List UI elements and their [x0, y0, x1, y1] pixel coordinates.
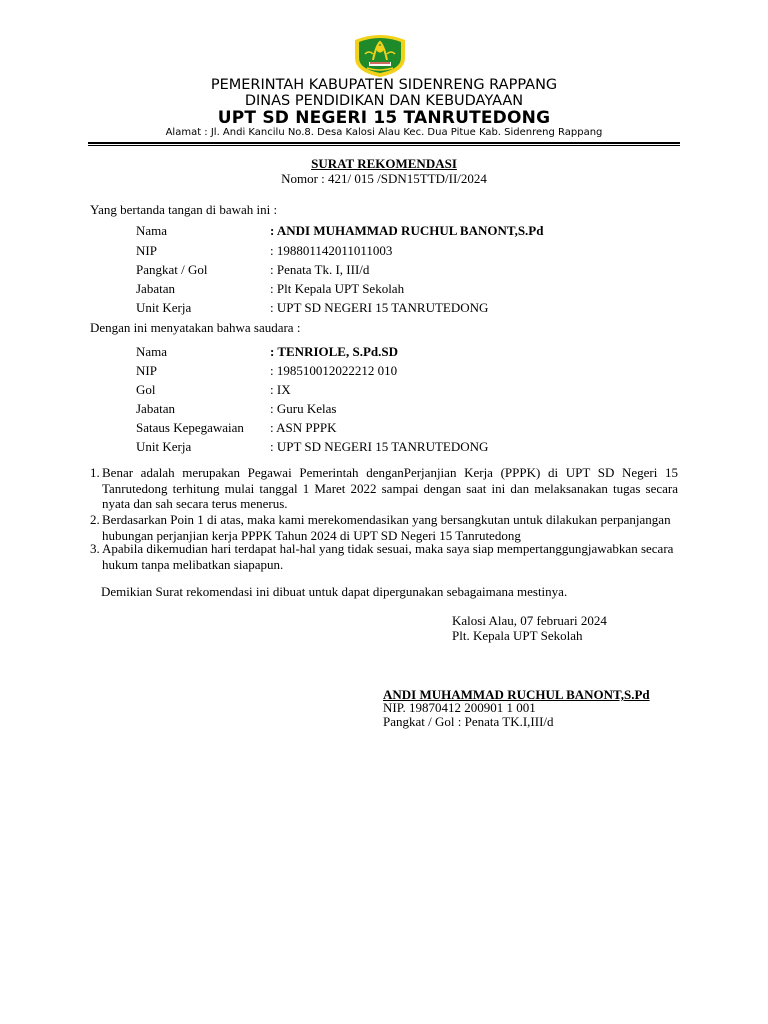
- signatory-title: Plt. Kepala UPT Sekolah: [452, 628, 583, 643]
- signatory-unit-value: : UPT SD NEGERI 15 TANRUTEDONG: [270, 300, 489, 315]
- kop-address: Alamat : Jl. Andi Kancilu No.8. Desa Kalosi Alau Kec. Dua Pitue Kab. Sidenreng Rappang: [165, 127, 603, 138]
- signatory-pangkat-value: : Penata Tk. I, III/d: [270, 262, 370, 277]
- point-text: Berdasarkan Poin 1 di atas, maka kami merekomendasikan yang bersangkutan untuk dilakukan perpanjangan hubungan perjanjian kerja PPPK Tahun 2024 di UPT SD Negeri 15 Tanrutedong: [102, 512, 671, 543]
- subject-nama-value: : TENRIOLE, S.Pd.SD: [270, 344, 398, 359]
- signatory-unit-label: Unit Kerja: [136, 300, 192, 315]
- letter-number: Nomor : 421/ 015 /SDN15TTD/II/2024: [281, 171, 487, 186]
- point-item: [90, 512, 678, 543]
- signatory-pangkat-label: Pangkat / Gol: [136, 262, 208, 277]
- kop-pemerintah: PEMERINTAH KABUPATEN SIDENRENG RAPPANG: [210, 77, 558, 93]
- header-divider-thick: [88, 142, 680, 144]
- kop-dinas: DINAS PENDIDIKAN DAN KEBUDAYAAN: [244, 93, 524, 109]
- place-date: Kalosi Alau, 07 februari 2024: [452, 613, 607, 628]
- signatory-rank: Pangkat / Gol : Penata TK.I,III/d: [383, 714, 554, 729]
- signatory-nip-label: NIP: [136, 243, 157, 258]
- point-number: 3.: [90, 541, 100, 556]
- signatory-jabatan-value: : Plt Kepala UPT Sekolah: [270, 281, 405, 296]
- signatory-nip: NIP. 19870412 200901 1 001: [383, 700, 536, 715]
- point-number: 2.: [90, 512, 100, 527]
- signatory-nama-label: Nama: [136, 223, 168, 238]
- point-text: Benar adalah merupakan Pegawai Pemerintah denganPerjanjian Kerja (PPPK) di UPT SD Negeri 15 Tanrutedong terhitung mulai tanggal 1 Maret 2022 sampai dengan saat ini dan melaksanakan tugas secara nyata dan sah secara terus menerus.: [102, 465, 678, 511]
- statement-text: Dengan ini menyatakan bahwa saudara :: [90, 320, 301, 335]
- subject-nip-label: NIP: [136, 363, 157, 378]
- signatory-nama-value: : ANDI MUHAMMAD RUCHUL BANONT,S.Pd: [270, 223, 544, 238]
- subject-nip-value: : 198510012022212 010: [270, 363, 398, 378]
- subject-jabatan-value: : Guru Kelas: [270, 401, 337, 416]
- point-item: [90, 541, 678, 572]
- signatory-nip-value: : 198801142011011003: [270, 243, 393, 258]
- header-divider-thin: [88, 145, 680, 146]
- closing-text: Demikian Surat rekomendasi ini dibuat untuk dapat dipergunakan sebagaimana mestinya.: [101, 584, 568, 599]
- letter-title: SURAT REKOMENDASI: [311, 156, 457, 171]
- subject-status-label: Sataus Kepegawaian: [136, 420, 244, 435]
- signatory-name: ANDI MUHAMMAD RUCHUL BANONT,S.Pd: [383, 687, 650, 702]
- subject-status-value: : ASN PPPK: [270, 420, 337, 435]
- point-text: Apabila dikemudian hari terdapat hal-hal yang tidak sesuai, maka saya siap mempertanggungjawabkan secara hukum tanpa melibatkan siapapun.: [102, 541, 674, 572]
- signatory-jabatan-label: Jabatan: [136, 281, 175, 296]
- subject-unit-value: : UPT SD NEGERI 15 TANRUTEDONG: [270, 439, 489, 454]
- regency-crest-icon: [351, 32, 409, 78]
- kop-school-name: UPT SD NEGERI 15 TANRUTEDONG: [217, 108, 551, 128]
- intro-text: Yang bertanda tangan di bawah ini :: [90, 202, 278, 217]
- subject-jabatan-label: Jabatan: [136, 401, 175, 416]
- subject-gol-value: : IX: [270, 382, 291, 397]
- point-number: 1.: [90, 465, 100, 480]
- subject-gol-label: Gol: [136, 382, 156, 397]
- point-item: [90, 465, 678, 512]
- subject-nama-label: Nama: [136, 344, 168, 359]
- subject-unit-label: Unit Kerja: [136, 439, 192, 454]
